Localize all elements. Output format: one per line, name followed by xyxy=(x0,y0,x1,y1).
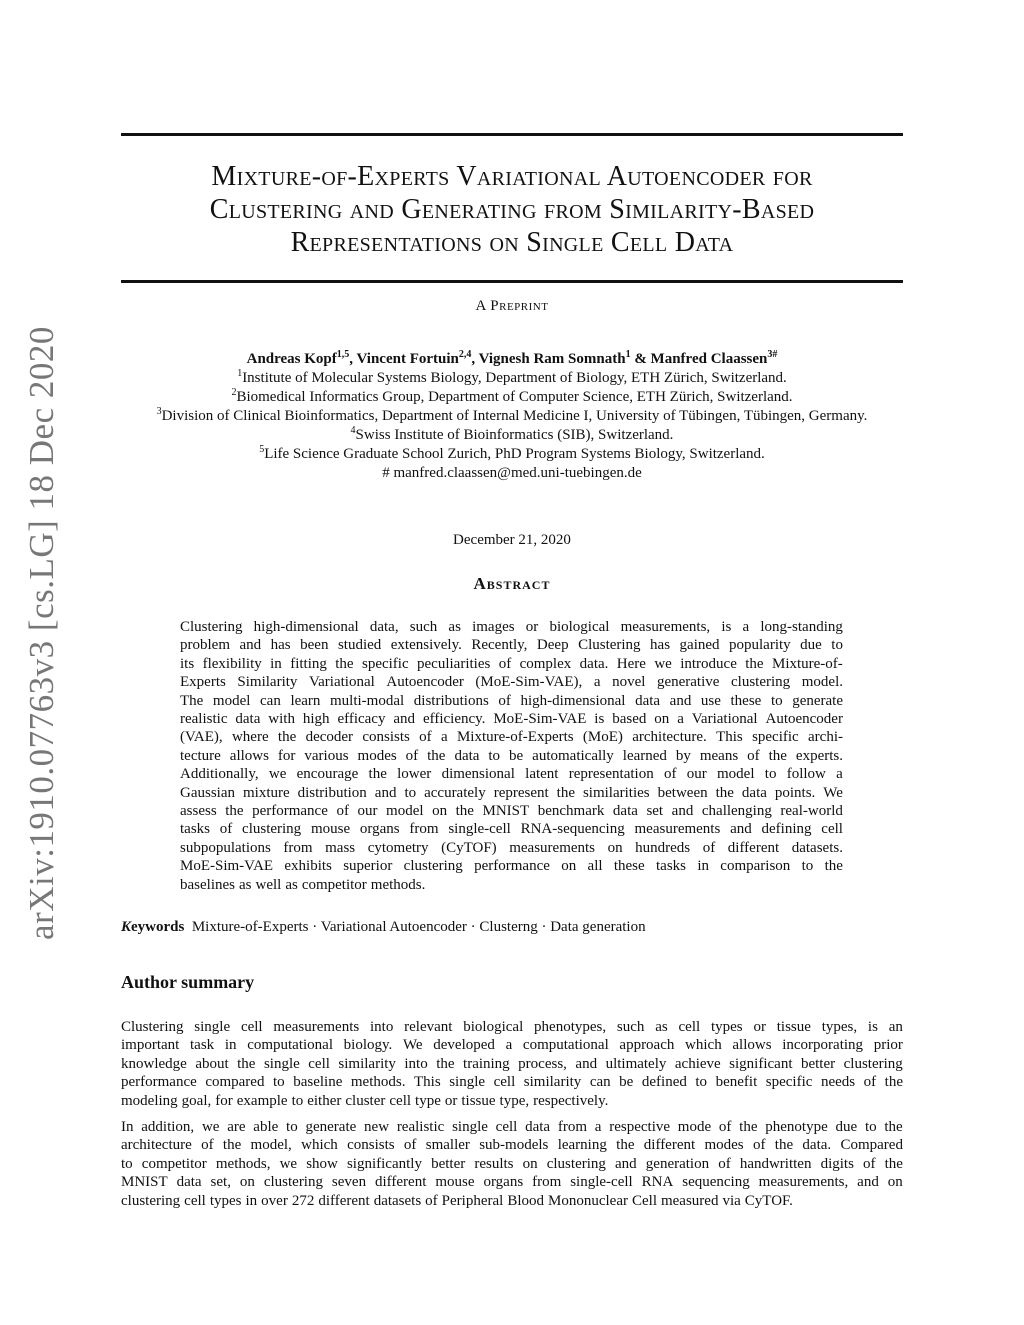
text-line: In addition, we are able to generate new realistic single cell data from a respective mode of the phenotype due to the xyxy=(121,1119,903,1135)
text-line: The model can learn multi-modal distributions of high-dimensional data and use these to generate xyxy=(180,692,843,709)
keywords-list: Mixture-of-Experts · Variational Autoencoder · Clusterng · Data generation xyxy=(191,919,646,935)
text-line: problem and has been studied extensively. Recently, Deep Clustering has gained popularity due to xyxy=(180,637,843,654)
title-top-rule xyxy=(121,133,903,136)
paper-title xyxy=(100,160,924,259)
contact-email: # manfred.claassen@med.uni-tuebingen.de xyxy=(382,465,642,481)
title-line: Mixture-of-Experts Variational Autoencoder for xyxy=(211,161,813,192)
section-title: Author summary xyxy=(121,972,255,992)
text-line: realistic data with high efficacy and efficiency. MoE-Sim-VAE is based on a Variational Autoencoder xyxy=(180,711,843,728)
text-line: modeling goal, for example to either cluster cell type or tissue type, respectively. xyxy=(121,1092,609,1109)
abstract-heading: Abstract xyxy=(473,574,551,593)
title-line: Clustering and Generating from Similarity-Based xyxy=(209,194,815,225)
text-line: architecture of the model, which consists of smaller sub-models learning the different modes of the data. Compared xyxy=(121,1137,903,1154)
text-line: Additionally, we encourage the lower dimensional latent representation of our model to follow a xyxy=(180,766,843,783)
author: Andreas Kopf$^{1,5}$ xyxy=(246,349,350,367)
keywords: Keywords Mixture-of-Experts · Variational Autoencoder · Clusterng · Data generation xyxy=(121,919,646,935)
text-line: baselines as well as competitor methods. xyxy=(180,876,426,893)
text-line: MoE-Sim-VAE exhibits superior clustering performance on all these tasks in comparison to the xyxy=(180,858,843,875)
paper-date: December 21, 2020 xyxy=(453,532,571,548)
affiliation: $^3$Division of Clinical Bioinformatics, Department of Internal Medicine I, University of Tübingen, Tübingen, Germany. xyxy=(156,406,868,424)
summary-paragraph-2 xyxy=(121,1118,903,1210)
text-line: assess the performance of our model on the MNIST benchmark data set and challenging real-world xyxy=(180,803,843,820)
text-line: its flexibility in fitting the specific peculiarities of complex data. Here we introduce the Mixture-of- xyxy=(180,655,843,672)
text-line: important task in computational biology. We developed a computational approach which allows incorporating prior xyxy=(121,1037,903,1054)
title-bottom-rule xyxy=(121,280,903,283)
authors-block xyxy=(60,350,964,483)
text-line: to competitor methods, we show significantly better results on clustering and generation of handwritten digits of the xyxy=(121,1155,903,1172)
text-line: Gaussian mixture distribution and to accurately represent the similarities between the data points. We xyxy=(180,784,843,801)
text-line: (VAE), where the decoder consists of a Mixture-of-Experts (MoE) architecture. This specific archi- xyxy=(180,729,843,746)
text-line: tecture allows for various modes of the data to be automatically learned by means of the experts. xyxy=(180,747,843,764)
affiliation: $^4$Swiss Institute of Bioinformatics (SIB), Switzerland. xyxy=(350,425,674,443)
text-line: subpopulations from mass cytometry (CyTOF) measurements on hundreds of different datasets. xyxy=(180,839,843,856)
text-line: performance compared to baseline methods. This single cell similarity can be defined to benefit specific needs of the xyxy=(121,1074,903,1091)
affiliation: $^1$Institute of Molecular Systems Biology, Department of Biology, ETH Zürich, Switzerland. xyxy=(237,368,787,386)
text-line: tasks of clustering mouse organs from single-cell RNA-sequencing measurements and defining cell xyxy=(180,821,843,838)
text-line: Clustering single cell measurements into relevant biological phenotypes, such as cell types or tissue types, is an xyxy=(121,1019,903,1035)
author: Vincent Fortuin$^{2,4}$ xyxy=(356,349,472,367)
title-line: Representations on Single Cell Data xyxy=(290,227,734,258)
arxiv-stamp: arXiv:1910.07763v3 [cs.LG] 18 Dec 2020 xyxy=(22,326,61,940)
summary-paragraph-1 xyxy=(121,1018,903,1110)
text-line: clustering cell types in over 272 different datasets of Peripheral Blood Mononuclear Cell measured via CyTOF. xyxy=(121,1192,793,1209)
text-line: Experts Similarity Variational Autoencoder (MoE-Sim-VAE), a novel generative clustering model. xyxy=(180,674,843,691)
affiliations xyxy=(60,369,964,464)
affiliation: $^2$Biomedical Informatics Group, Department of Computer Science, ETH Zürich, Switzerland. xyxy=(231,387,793,405)
text-line: MNIST data set, on clustering seven different mouse organs from single-cell RNA sequencing measurements, and on xyxy=(121,1174,903,1191)
affiliation: $^5$Life Science Graduate School Zurich, PhD Program Systems Biology, Switzerland. xyxy=(259,444,765,462)
author: Vignesh Ram Somnath$^1$ xyxy=(478,349,631,367)
text-line: knowledge about the single cell similarity into the training process, and ultimately achieve significant better clustering xyxy=(121,1055,903,1072)
text-line: Clustering high-dimensional data, such as images or biological measurements, is a long-standing xyxy=(180,619,843,635)
abstract-text xyxy=(180,618,843,894)
author: & Manfred Claassen$^{3\#}$ xyxy=(634,349,778,367)
preprint-label: A Preprint xyxy=(475,298,549,314)
author-names: Andreas Kopf$^{1,5}$, Vincent Fortuin$^{2,4}$, Vignesh Ram Somnath$^1$ & Manfred Claassen$^{3\#}$ xyxy=(246,349,778,367)
